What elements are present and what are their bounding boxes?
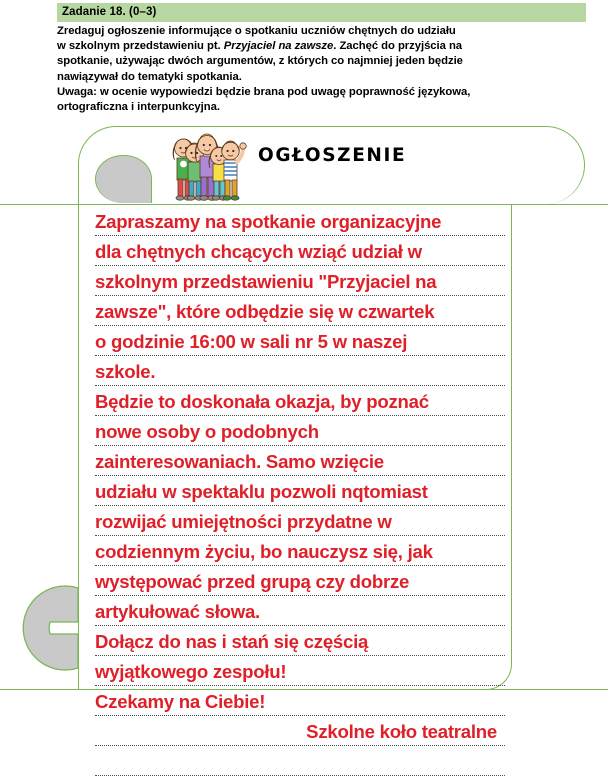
answer-line-text: szkolnym przedstawieniu "Przyjaciel na <box>95 271 437 292</box>
answer-line <box>95 476 505 506</box>
instruction-text: Zredaguj ogłoszenie informujące o spotkaniu uczniów chętnych do udziału <box>57 25 456 37</box>
answer-line-text: występować przed grupą czy dobrze <box>95 571 410 592</box>
answer-line <box>95 206 505 236</box>
instruction-text: nawiązywał do tematyki spotkania. <box>57 70 242 83</box>
play-title: Przyjaciel na zawsze <box>223 40 334 53</box>
answer-line-text: udziału w spektaklu pozwoli nqtomiast <box>95 481 428 502</box>
answer-line <box>95 356 505 386</box>
answer-line-text: codziennym życiu, bo nauczysz się, jak <box>95 541 433 562</box>
answer-line <box>95 236 505 266</box>
answer-line <box>95 416 505 446</box>
answer-text-area <box>95 206 505 776</box>
answer-line <box>95 506 505 536</box>
instruction-line-3 <box>57 54 517 69</box>
group-of-children-icon <box>155 122 250 202</box>
answer-line-signature <box>95 716 505 746</box>
answer-line <box>95 746 505 776</box>
answer-line <box>95 566 505 596</box>
answer-line-text: dla chętnych chcących wziąć udział w <box>95 241 422 262</box>
answer-line <box>95 686 505 716</box>
answer-line <box>95 626 505 656</box>
answer-line-text: zainteresowaniach. Samo wzięcie <box>95 451 384 472</box>
answer-line-text: artykułować słowa. <box>95 601 260 622</box>
instruction-line-2 <box>57 39 517 54</box>
instruction-note: ortograficzna i interpunkcyjna. <box>57 101 220 114</box>
answer-line-text: wyjątkowego zespołu! <box>95 661 287 682</box>
answer-line <box>95 266 505 296</box>
instruction-line-5 <box>57 85 517 100</box>
instruction-line-4 <box>57 70 517 85</box>
answer-line <box>95 296 505 326</box>
instruction-text: w szkolnym przedstawieniu pt. <box>57 40 224 53</box>
task-instruction-text <box>57 24 517 115</box>
answer-line <box>95 326 505 356</box>
instruction-line-1 <box>57 24 517 39</box>
answer-line <box>95 596 505 626</box>
answer-line-text: o godzinie 16:00 w sali nr 5 w naszej <box>95 331 408 352</box>
answer-line-text: Będzie to doskonała okazja, by poznać <box>95 391 429 412</box>
task-number-heading: Zadanie 18. (0–3) <box>57 3 586 22</box>
instruction-note: Uwaga: w ocenie wypowiedzi będzie brana pod uwagę poprawność językowa, <box>57 85 471 98</box>
task-instruction-block <box>57 2 597 115</box>
answer-line <box>95 656 505 686</box>
instruction-line-6 <box>57 100 517 115</box>
answer-line-text: nowe osoby o podobnych <box>95 421 319 442</box>
instruction-text: . Zachęć do przyjścia na <box>333 40 463 53</box>
announcement-poster <box>0 118 608 742</box>
answer-line-text: Dołącz do nas i stań się częścią <box>95 631 369 652</box>
answer-line <box>95 386 505 416</box>
answer-signature-text: Szkolne koło teatralne <box>306 721 497 742</box>
answer-line <box>95 446 505 476</box>
answer-line-text: Czekamy na Ciebie! <box>95 691 266 712</box>
answer-line-text: zawsze", które odbędzie się w czwartek <box>95 301 435 322</box>
instruction-text: spotkanie, używając dwóch argumentów, z których co najmniej jeden będzie <box>57 55 463 68</box>
answer-line-text: rozwijać umiejętności przydatne w <box>95 511 392 532</box>
answer-line-text: szkole. <box>95 361 156 382</box>
answer-line-text: Zapraszamy na spotkanie organizacyjne <box>95 211 442 232</box>
decorative-corner-circle-shape <box>14 566 86 690</box>
answer-line <box>95 536 505 566</box>
decorative-teardrop-shape <box>95 155 152 203</box>
poster-title: OGŁOSZENIE <box>258 145 407 166</box>
